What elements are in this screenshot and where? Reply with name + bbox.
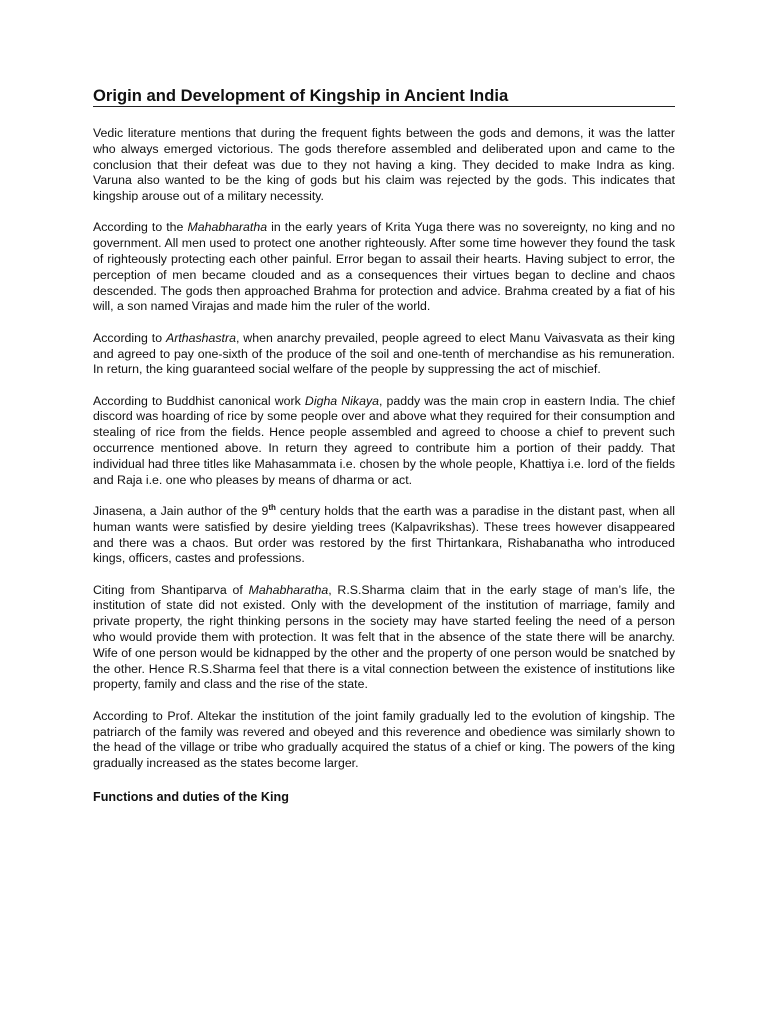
paragraph-text: in the early years of Krita Yuga there was no sovereignty, no king and no government. All men used to protect one another righteously. After some time however they found the task of righteously protecting each other painful. Error began to assail their hearts. Having subject to error, the perception of men became clouded and as a consequences their virtues began to decline and chaos descended. The gods then approached Brahma for protection and advice. Brahma created by a fiat of his will, a son named Virajas and made him the ruler of the world. <box>93 220 675 314</box>
paragraph-shantiparva <box>93 583 675 694</box>
document-page <box>93 86 675 805</box>
italic-term: Mahabharatha <box>248 582 329 597</box>
paragraph-text: According to <box>93 330 166 345</box>
paragraph-text: According to the <box>93 220 188 235</box>
paragraph-text: century holds that the earth was a paradise in the distant past, when all human wants were satisfied by desire yielding trees (Kalpavrikshas). These trees however disappeared and there was a chaos. But order was restored by the first Thirtankara, Rishabanatha who introduced kings, officers, castes and professions. <box>93 503 675 566</box>
paragraph-arthashastra <box>93 331 675 378</box>
paragraph-mahabharatha <box>93 220 675 315</box>
paragraph-vedic: Vedic literature mentions that during the frequent fights between the gods and demons, it was the latter who always emerged victorious. The gods therefore assembled and deliberated upon and came to the conclusion that their defeat was due to they not having a king. They decided to make Indra as king. Varuna also wanted to be the king of gods but his claim was rejected by the gods. This indicates that kingship arouse out of a military necessity. <box>93 126 675 204</box>
paragraph-text: , paddy was the main crop in eastern India. The chief discord was hoarding of rice by some people over and above what they required for their consumption and stealing of rice from the fields. Hence people assembled and agreed to choose a chief to prevent such occurrence mentioned above. In return they agreed to contribute him a portion of their paddy. That individual had three titles like Mahasammata i.e. chosen by the whole people, Khattiya i.e. lord of the fields and Raja i.e. one who pleases by means of dharma or act. <box>93 393 675 487</box>
paragraph-digha-nikaya <box>93 394 675 489</box>
paragraph-text: Jinasena, a Jain author of the 9 <box>93 503 269 518</box>
italic-term: Arthashastra <box>165 330 236 345</box>
paragraph-altekar: According to Prof. Altekar the institution of the joint family gradually led to the evolution of kingship. The patriarch of the family was revered and obeyed and this reverence and obedience was similarly shown to the head of the village or tribe who gradually acquired the status of a chief or king. The powers of the king gradually increased as the states become larger. <box>93 708 675 771</box>
ordinal-superscript: th <box>268 502 276 512</box>
section-heading: Functions and duties of the King <box>93 789 289 804</box>
paragraph-text: , when anarchy prevailed, people agreed to elect Manu Vaivasvata as their king and agreed to pay one-sixth of the produce of the soil and one-tenth of merchandise as his remuneration. In return, the king guaranteed social welfare of the people by suppressing the act of mischief. <box>93 330 676 377</box>
paragraph-text: According to Buddhist canonical work <box>93 393 305 408</box>
page-title: Origin and Development of Kingship in Ancient India <box>93 86 675 107</box>
paragraph-text: Citing from Shantiparva of <box>93 582 249 597</box>
italic-term: Mahabharatha <box>187 220 268 235</box>
paragraph-jinasena <box>93 504 675 567</box>
paragraph-text: , R.S.Sharma claim that in the early stage of man’s life, the institution of state did not existed. Only with the development of the institution of marriage, family and private property, the right thinking persons in the society may have started feeling the need of a person who would provide them with protection. It was felt that in the absence of the state there will be anarchy. Wife of one person would be kidnapped by the other and the property of one person would be snatched by the other. Hence R.S.Sharma feel that there is a vital connection between the existence of institutions like property, family and class and the rise of the state. <box>93 582 675 692</box>
italic-term: Digha Nikaya <box>304 393 379 408</box>
